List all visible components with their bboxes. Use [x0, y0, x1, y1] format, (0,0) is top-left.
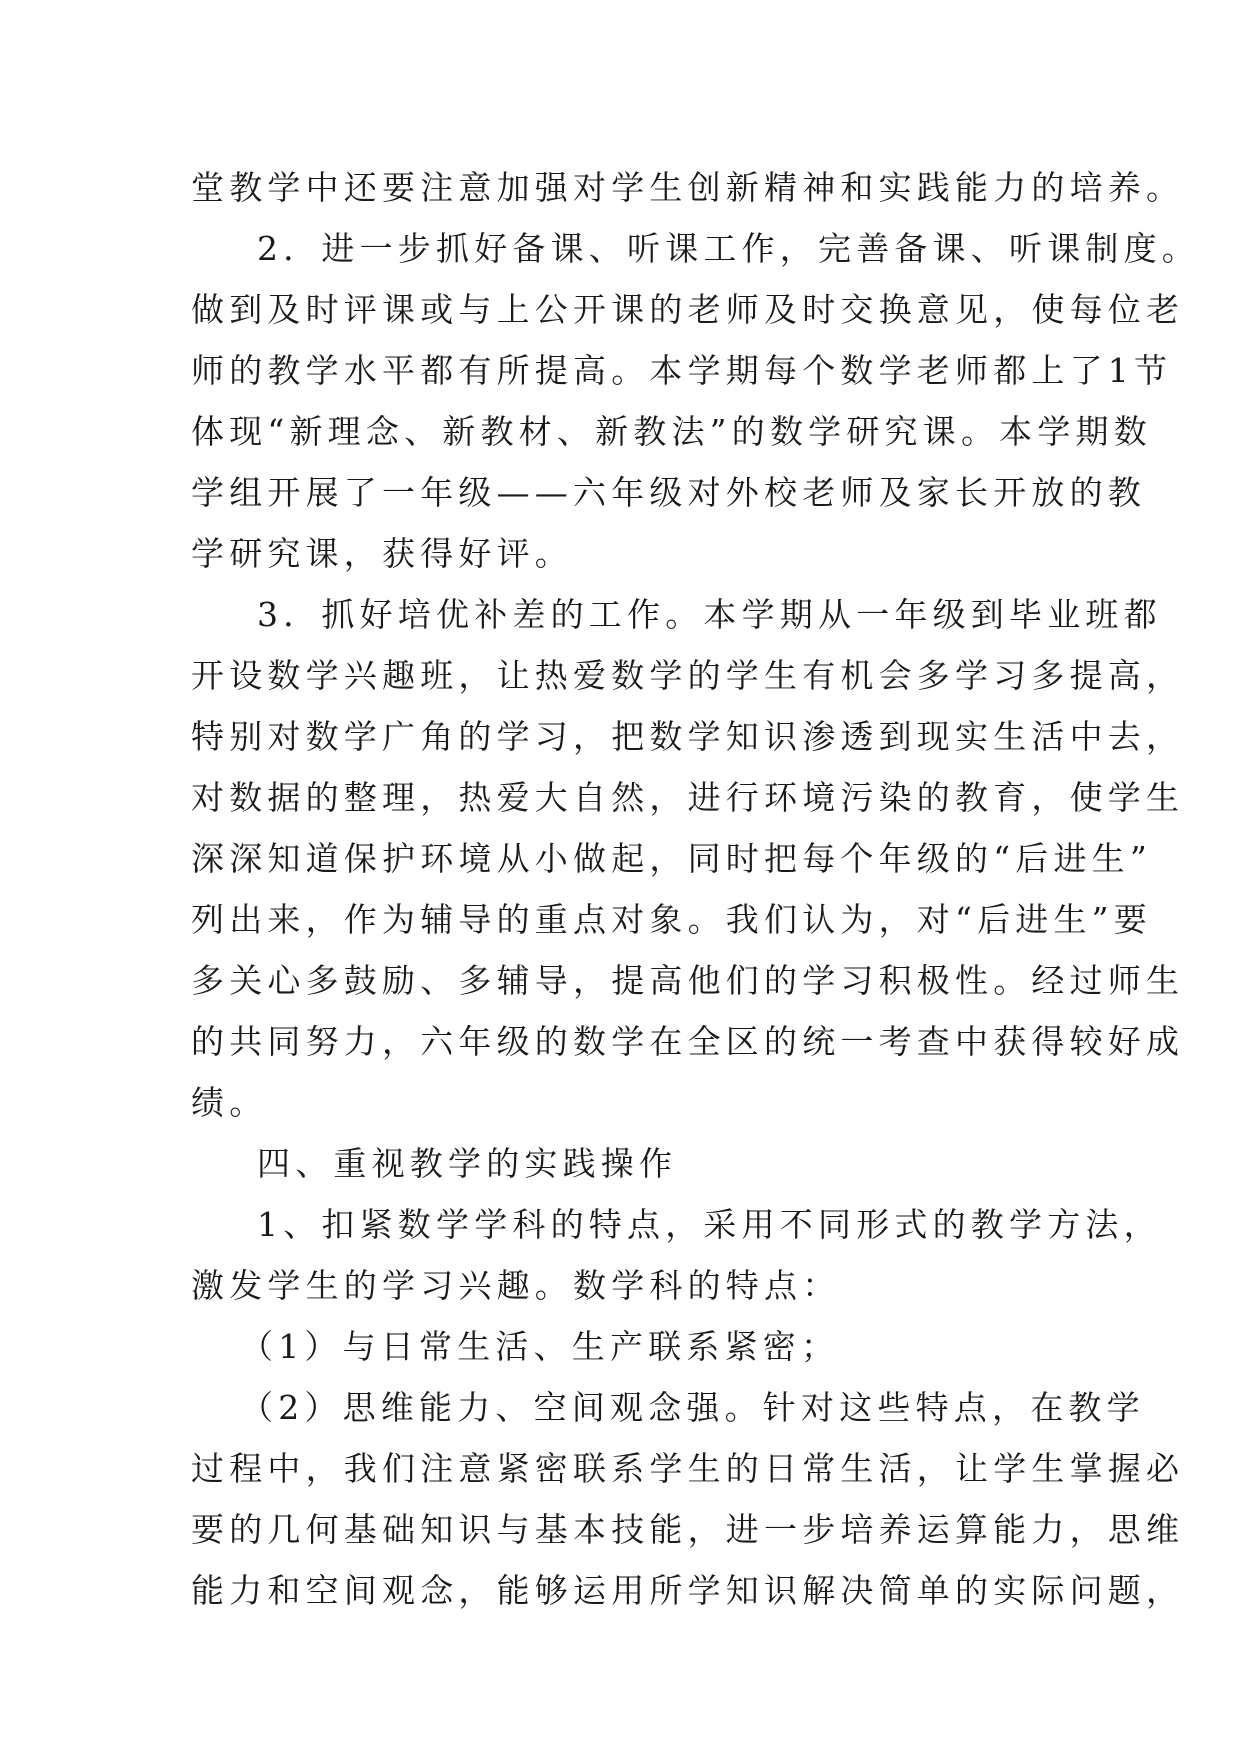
text-line: （1）与日常生活、生产联系紧密；	[240, 1327, 840, 1366]
text-line: 体现“新理念、新教材、新教法”的数学研究课。本学期数	[191, 412, 1152, 451]
text-line: 的共同努力，六年级的数学在全区的统一考查中获得较好成	[191, 1022, 1185, 1061]
text-line: 要的几何基础知识与基本技能，进一步培养运算能力，思维	[191, 1510, 1185, 1549]
text-line: 绩。	[191, 1083, 268, 1122]
text-line: （2）思维能力、空间观念强。针对这些特点，在教学	[240, 1388, 1145, 1427]
text-line: 1、扣紧数学学科的特点，采用不同形式的教学方法，	[257, 1205, 1162, 1244]
text-line: 做到及时评课或与上公开课的老师及时交换意见，使每位老	[191, 290, 1185, 329]
text-line: 列出来，作为辅导的重点对象。我们认为，对“后进生”要	[191, 900, 1152, 939]
text-line: 开设数学兴趣班，让热爱数学的学生有机会多学习多提高，	[191, 656, 1185, 695]
text-line: 师的教学水平都有所提高。本学期每个数学老师都上了1节	[191, 351, 1173, 390]
text-line: 3．抓好培优补差的工作。本学期从一年级到毕业班都	[257, 595, 1162, 634]
text-line: 对数据的整理，热爱大自然，进行环境污染的教育，使学生	[191, 778, 1185, 817]
text-line: 深深知道保护环境从小做起，同时把每个年级的“后进生”	[191, 839, 1152, 878]
text-line: 学研究课，获得好评。	[191, 534, 573, 573]
text-line: 多关心多鼓励、多辅导，提高他们的学习积极性。经过师生	[191, 961, 1185, 1000]
text-line: 学组开展了一年级——六年级对外校老师及家长开放的教	[191, 473, 1146, 512]
text-line: 堂教学中还要注意加强对学生创新精神和实践能力的培养。	[191, 168, 1185, 207]
text-line: 特别对数学广角的学习，把数学知识渗透到现实生活中去，	[191, 717, 1185, 756]
text-line: 激发学生的学习兴趣。数学科的特点：	[191, 1266, 841, 1305]
section-heading: 四、重视教学的实践操作	[257, 1144, 678, 1183]
text-line: 能力和空间观念，能够运用所学知识解决简单的实际问题，	[191, 1571, 1185, 1610]
text-line: 2．进一步抓好备课、听课工作，完善备课、听课制度。	[257, 229, 1200, 268]
text-line: 过程中，我们注意紧密联系学生的日常生活，让学生掌握必	[191, 1449, 1185, 1488]
